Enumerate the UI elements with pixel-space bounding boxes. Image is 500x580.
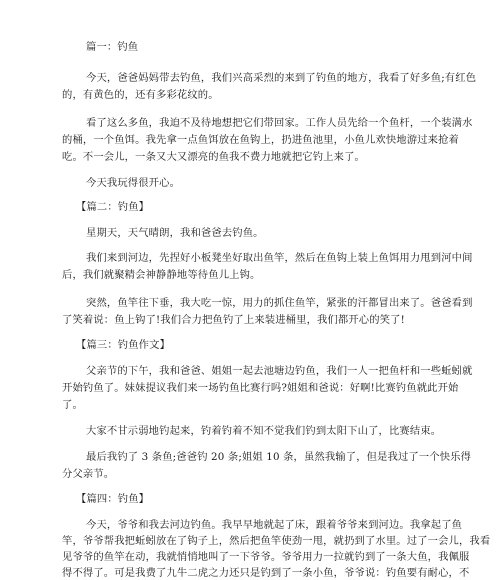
paragraph-line: 的，有黄色的，还有多彩花纹的。	[62, 89, 219, 101]
paragraph-line: 开始钓鱼了。妹妹提议我们来一场钓鱼比赛行吗?姐姐和爸说：好啊!比赛钓鱼就此开始	[62, 382, 459, 394]
paragraph-line: 父亲节的下午，我和爸爸、姐姐一起去池塘边钓鱼，我们一人一把鱼杆和一些蚯蚓就	[86, 365, 473, 377]
paragraph-line: 后，我们就聚精会神静静地等待鱼儿上钩。	[62, 269, 261, 281]
paragraph-line: 得不得了。可是我费了九牛二虎之力还只是钓到了一条小鱼，爷爷说：钓鱼要有耐心，不	[62, 567, 470, 579]
paragraph-line: 今天我玩得很开心。	[86, 177, 181, 189]
paragraph-line: 今天，爸爸妈妈带去钓鱼，我们兴高采烈的来到了钓鱼的地方，我看了好多鱼;有红色	[86, 72, 477, 84]
paragraph-line: 吃。不一会儿，一条又大又漂亮的鱼我不费力地就把它钓上来了。	[62, 151, 365, 163]
paragraph-line: 竿，爷爷帮我把蚯蚓放在了钩子上，然后把鱼竿使劲一甩，就扔到了水里。过了一会儿，我看	[62, 535, 491, 547]
section-heading-2: 【篇二：钓鱼】	[76, 201, 150, 213]
paragraph-line: 了笑着说：鱼上钩了!我们合力把鱼钓了上来装进桶里，我们都开心的笑了!	[62, 314, 405, 326]
paragraph-line: 了。	[62, 399, 83, 411]
paragraph-line: 星期天，天气晴朗，我和爸爸去钓鱼。	[86, 227, 264, 239]
paragraph-line: 今天，爷爷和我去河边钓鱼。我早早地就起了床，跟着爷爷来到河边。我拿起了鱼	[86, 519, 463, 531]
paragraph-line: 分父亲节。	[62, 468, 115, 480]
paragraph-line: 的桶，一个鱼饵。我先拿一点鱼饵放在鱼钩上，扔进鱼池里，小鱼儿欢快地游过来抢着	[62, 134, 459, 146]
paragraph-line: 见爷爷的鱼竿在动，我就悄悄地叫了一下爷爷。爷爷用力一拉就钓到了一条大鱼，我佩服	[62, 551, 470, 563]
paragraph-line: 最后我钓了 3 条鱼;爸爸钓 20 条;姐姐 10 条，虽然我输了，但是我过了一个快乐得	[86, 451, 472, 463]
paragraph-line: 突然，鱼竿往下垂，我大吃一惊，用力的抓住鱼竿，紧张的汗都冒出来了。爸爸看到	[86, 297, 473, 309]
paragraph-line: 看了这么多鱼，我迫不及待地想把它们带回家。工作人员先给一个鱼杆，一个装满水	[86, 117, 473, 129]
section-heading-4: 【篇四：钓鱼】	[76, 493, 150, 505]
paragraph-line: 大家不甘示弱地钓起来，钓着钓着不知不觉我们钓到太阳下山了，比赛结束。	[86, 425, 442, 437]
section-heading-3: 【篇三：钓鱼作文】	[76, 339, 171, 351]
paragraph-line: 我们来到河边，先捏好小板凳坐好取出鱼竿，然后在鱼钩上装上鱼饵用力甩到河中间	[86, 252, 473, 264]
section-heading-1: 篇一：钓鱼	[86, 41, 139, 53]
